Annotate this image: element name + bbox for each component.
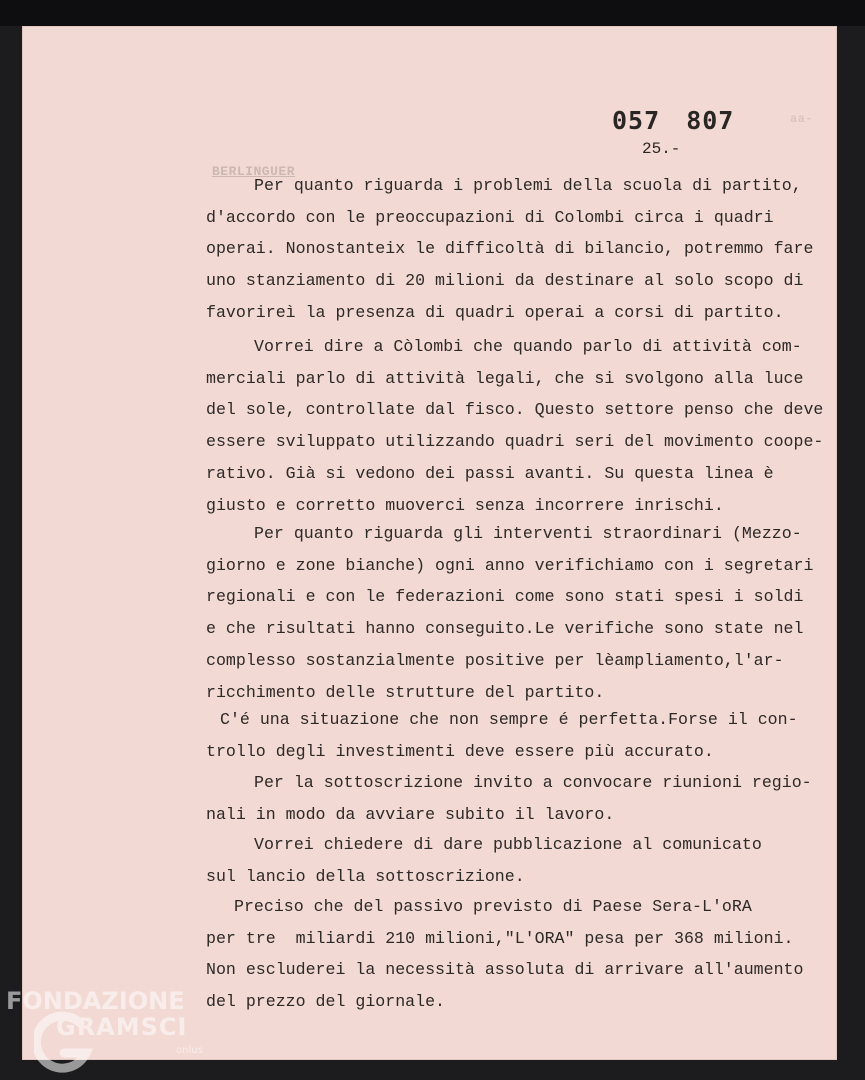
paragraph-3 <box>206 518 812 708</box>
text-line: del sole, controllate dal fisco. Questo settore penso che deve <box>206 400 824 420</box>
archive-number: 057 807 <box>612 106 735 135</box>
text-line: d'accordo con le preoccupazioni di Colombi circa i quadri <box>206 207 774 227</box>
text-line: operai. Nonostanteix le difficoltà di bilancio, potremmo fare <box>206 239 814 259</box>
fondazione-gramsci-watermark <box>0 985 240 1080</box>
text-line: e che risultati hanno conseguito.Le verifiche sono state nel <box>206 619 804 639</box>
paragraph-1 <box>206 170 812 329</box>
paragraph-5 <box>206 767 812 830</box>
paragraph-4 <box>206 704 812 767</box>
paragraph-6 <box>206 829 812 892</box>
paragraph-2 <box>206 331 824 521</box>
paragraph-7 <box>206 891 812 1018</box>
text-line: favorireì la presenza di quadri operai a corsi di partito. <box>206 302 784 322</box>
text-line: Per quanto riguarda i problemi della scuola di partito, <box>254 176 802 195</box>
text-line: nali in modo da avviare subito il lavoro. <box>206 804 615 824</box>
text-line: Per la sottoscrizione invito a convocare riunioni regio- <box>254 773 812 792</box>
text-line: Preciso che del passivo previsto di Paese Sera-L'oRA <box>234 897 752 916</box>
text-line: essere sviluppato utilizzando quadri seri del movimento coope- <box>206 432 824 452</box>
text-line: uno stanziamento di 20 milioni da destinare al solo scopo di <box>206 271 804 291</box>
text-line: sul lancio della sottoscrizione. <box>206 866 525 886</box>
text-line: complesso sostanzialmente positive per lèampliamento,l'ar- <box>206 650 784 670</box>
faint-bleed-through-mark: aa- <box>790 112 814 126</box>
text-line: del prezzo del giornale. <box>206 992 445 1012</box>
text-line: giusto e corretto muoverci senza incorrere inrischi. <box>206 495 724 515</box>
text-line: regionali e con le federazioni come sono stati spesi i soldi <box>206 587 804 607</box>
text-line: giorno e zone bianche) ogni anno verifichiamo con i segretari <box>206 555 814 575</box>
text-line: Vorrei chiedere di dare pubblicazione al comunicato <box>254 835 762 854</box>
scanner-frame <box>0 0 865 26</box>
text-line: Per quanto riguarda gli interventi straordinari (Mezzo- <box>254 524 802 543</box>
watermark-line-2: GRAMSCI <box>56 1013 188 1041</box>
text-line: C'é una situazione che non sempre é perfetta.Forse il con- <box>220 710 798 729</box>
text-line: Non escluderei la necessità assoluta di arrivare all'aumento <box>206 960 804 980</box>
text-line: trollo degli investimenti deve essere più accurato. <box>206 741 714 761</box>
text-line: ricchimento delle strutture del partito. <box>206 682 605 702</box>
watermark-line-1: FONDAZIONE <box>6 987 185 1015</box>
watermark-line-3: onlus <box>176 1045 203 1056</box>
text-line: rativo. Già si vedono dei passi avanti. Su questa linea è <box>206 463 774 483</box>
text-line: merciali parlo di attività legali, che si svolgono alla luce <box>206 368 804 388</box>
page-number: 25.- <box>642 140 681 158</box>
text-line: per tre miliardi 210 milioni,"L'ORA" pesa per 368 milioni. <box>206 928 794 948</box>
text-line: Vorrei dire a Còlombi che quando parlo di attività com- <box>254 337 802 356</box>
faint-bleed-through-heading: BERLINGUER <box>212 164 296 179</box>
